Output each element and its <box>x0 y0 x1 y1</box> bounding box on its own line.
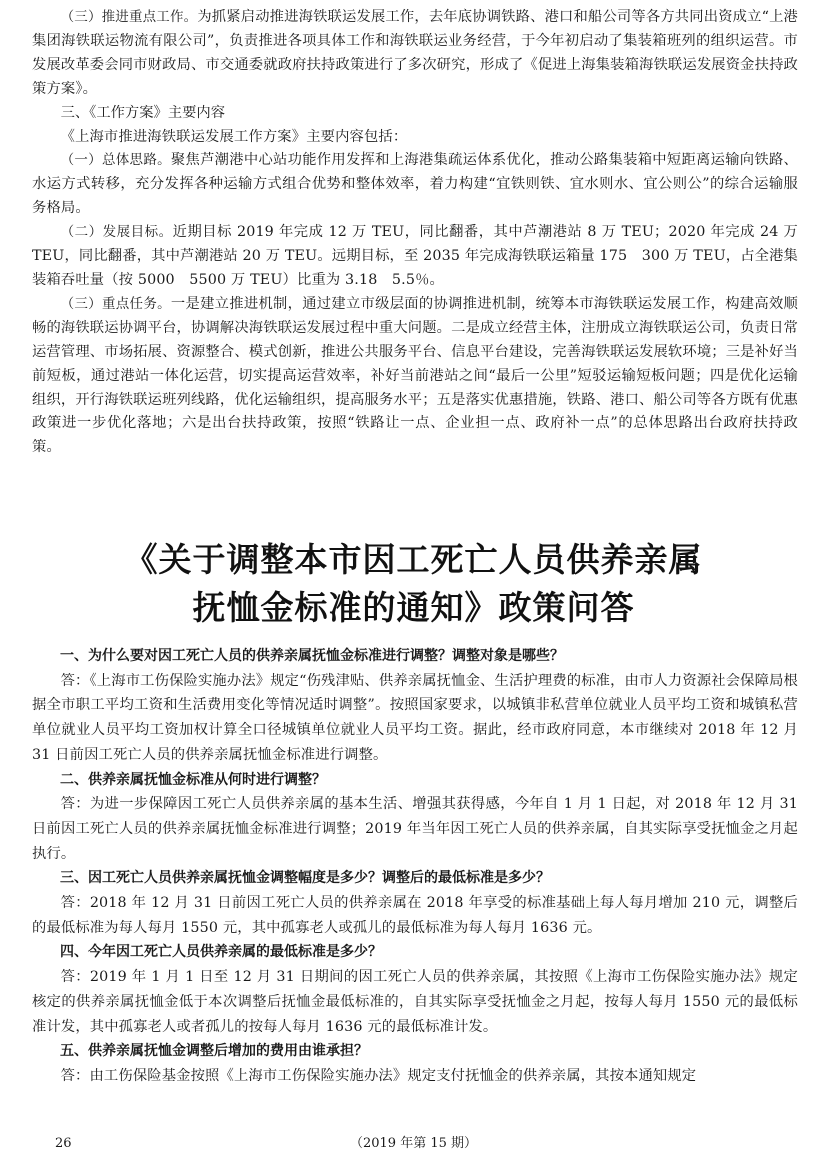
answer-3: 答：2018 年 12 月 31 日前因工死亡人员的供养亲属在 2018 年享受的标准基础上每人每月增加 210 元，调整后的最低标准为每人每月 1550 元，其中孤寡老人或孤儿的最低标准为每人每月 1636 元。 <box>32 895 798 936</box>
paragraph-text: 聚焦芦潮港中心站功能作用发挥和上海港集疏运体系优化，推动公路集装箱中短距离运输向铁路、水运方式转移，充分发挥各种运输方式组合优势和整体效率，着力构建“宜铁则铁、宜水则水、宜公则公”的综合运输服务格局。 <box>32 152 798 217</box>
question-1: 一、为什么要对因工死亡人员的供养亲属抚恤金标准进行调整？调整对象是哪些？ <box>60 648 564 664</box>
question-5: 五、供养亲属抚恤金调整后增加的费用由谁承担？ <box>60 1043 368 1060</box>
paragraph-lead: （一）总体思路。 <box>60 152 171 169</box>
article-title-line-1: 《关于调整本市因工死亡人员供养亲属 <box>124 540 703 579</box>
article-title-line-2: 抚恤金标准的通知》政策问答 <box>192 588 635 627</box>
question-4: 四、今年因工死亡人员供养亲属的最低标准是多少？ <box>60 944 382 961</box>
paragraph-intro: 《上海市推进海铁联运发展工作方案》主要内容包括： <box>60 128 408 145</box>
answer-4: 答：2019 年 1 月 1 日至 12 月 31 日期间的因工死亡人员的供养亲属，其按照《上海市工伤保险实施办法》规定核定的供养亲属抚恤金低于本次调整后抚恤金最低标准的，自其实际享受抚恤金之月起，按每人每月 1550 元的最低标准计发，其中孤寡老人或者孤儿的按每人每月 1636 元的最低标准计发。 <box>32 969 798 1035</box>
question-3: 三、因工死亡人员供养亲属抚恤金调整幅度是多少？调整后的最低标准是多少？ <box>60 870 550 887</box>
page-footer <box>0 1132 827 1156</box>
issue-label: （2019 年第 15 期） <box>349 1136 478 1151</box>
policy-qa-section <box>32 644 798 1089</box>
paragraph-text: 为抓紧启动推进海铁联运发展工作，去年底协调铁路、港口和船公司等各方共同出资成立“上港集团海铁联运物流有限公司”，负责推进各项具体工作和海铁联运业务经营，于今年初启动了集装箱班列的组织运营。市发展改革委会同市财政局、市交通委就政府扶持政策进行了多次研究，形成了《促进上海集装箱海铁联运发展资金扶持政策方案》。 <box>32 9 799 97</box>
page-number: 26 <box>55 1136 72 1151</box>
question-2: 二、供养亲属抚恤金标准从何时进行调整？ <box>60 771 326 788</box>
answer-2: 答：为进一步保障因工死亡人员供养亲属的基本生活、增强其获得感，今年自 1 月 1 日起，对 2018 年 12 月 31 日前因工死亡人员的供养亲属抚恤金标准进行调整；2019 年当年因工死亡人员的供养亲属，自其实际享受抚恤金之月起执行。 <box>32 796 798 862</box>
paragraph-overall-thinking <box>32 149 798 221</box>
paragraph-text: 一是建立推进机制，通过建立市级层面的协调推进机制，统筹本市海铁联运发展工作，构建高效顺畅的海铁联运协调平台，协调解决海铁联运发展过程中重大问题。二是成立经营主体，注册成立海铁联运公司，负责日常运营管理、市场拓展、资源整合、模式创新，推进公共服务平台、信息平台建设，完善海铁联运发展软环境；三是补好当前短板，通过港站一体化运营，切实提高运营效率，补好当前港站之间“最后一公里”短驳运输短板问题；四是优化运输组织，开行海铁联运班列线路，优化运输组织，提高服务水平；五是落实优惠措施，铁路、港口、船公司等各方既有优惠政策进一步优化落地；六是出台扶持政策，按照“铁路让一点、企业担一点、政府补一点”的总体思路出台政府扶持政策。 <box>32 295 798 456</box>
paragraph-development-goals <box>32 221 798 293</box>
answer-1: 答：《上海市工伤保险实施办法》规定“伤残津贴、供养亲属抚恤金、生活护理费的标准，由市人力资源社会保障局根据全市职工平均工资和生活费用变化等情况适时调整”。按照国家要求，以城镇非私营单位就业人员平均工资和城镇私营单位就业人员平均工资加权计算全口径城镇单位就业人员平均工资。据此，经市政府同意，本市继续对 2018 年 12 月 31 日前因工死亡人员的供养亲属抚恤金标准进行调整。 <box>32 672 798 763</box>
paragraph-lead: （二）发展目标。 <box>60 224 173 241</box>
section-heading: 三、《工作方案》主要内容 <box>60 104 226 121</box>
paragraph-key-work <box>32 6 798 102</box>
paragraph-lead: （三）推进重点工作。 <box>60 9 198 25</box>
paragraph-text: 近期目标 2019 年完成 12 万 TEU，同比翻番，其中芦潮港站 8 万 TEU；2020 年完成 24 万 TEU，同比翻番，其中芦潮港站 20 万 TEU。远期目标，至 2035 年完成海铁联运箱量 175 300 万 TEU，占全港集装箱吞吐量（按 5000 5500 万 TEU）比重为 3.18 5.5％。 <box>32 224 799 288</box>
answer-5: 答：由工伤保险基金按照《上海市工伤保险实施办法》规定支付抚恤金的供养亲属，其按本通知规定 <box>60 1067 697 1084</box>
previous-article-continuation <box>32 6 798 460</box>
paragraph-lead: （三）重点任务。 <box>60 295 171 312</box>
article-title <box>0 536 827 632</box>
paragraph-key-tasks <box>32 293 798 460</box>
